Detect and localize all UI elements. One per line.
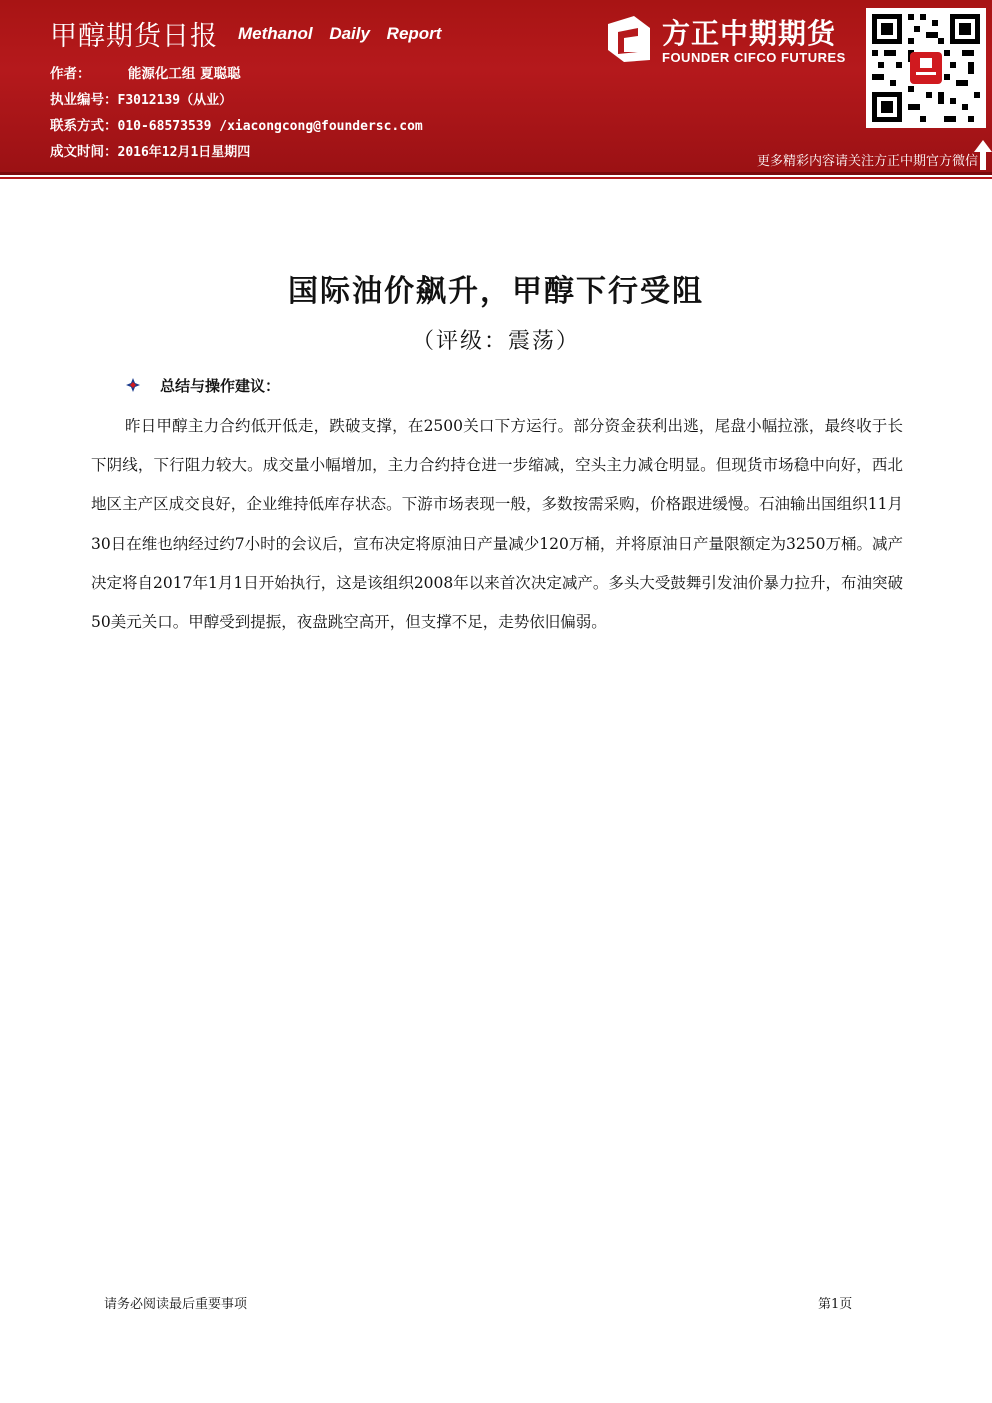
license-label: 执业编号： bbox=[50, 92, 118, 108]
document-title: 国际油价飙升，甲醇下行受阻 bbox=[288, 274, 704, 309]
footer-notice: 请务必阅读最后重要事项 bbox=[104, 1297, 248, 1312]
header-divider-thin bbox=[0, 177, 992, 179]
section-heading bbox=[126, 375, 281, 396]
date-label: 成文时间： bbox=[50, 144, 118, 160]
license-value: F3012139（从业） bbox=[117, 93, 233, 108]
contact-label: 联系方式： bbox=[50, 118, 118, 134]
logo-text-cn: 方正中期期货 bbox=[662, 17, 837, 50]
section-heading-label: 总结与操作建议： bbox=[160, 377, 281, 395]
founder-logo-icon bbox=[604, 14, 654, 64]
body-paragraph: 昨日甲醇主力合约低开低走，跌破支撑，在2500关口下方运行。部分资金获利出逃，尾盘小幅拉涨，最终收于长下阴线，下行阻力较大。成交量小幅增加，主力合约持仓进一步缩减，空头主力减仓明显。但现货市场稳中向好，西北地区主产区成交良好，企业维持低库存状态。下游市场表现一般，多数按需采购，价格跟进缓慢。石油输出国组织11月30日在维也纳经过约7小时的会议后，宣布决定将原油日产量减少120万桶，并将原油日产量限额定为3250万桶。减产决定将自2017年1月1日开始执行，这是该组织2008年以来首次决定减产。多头大受鼓舞引发油价暴力拉升，布油突破50美元关口。甲醇受到提振，夜盘跳空高开，但支撑不足，走势依旧偏弱。 bbox=[91, 417, 903, 632]
up-arrow-icon bbox=[974, 140, 992, 170]
contact-value: 010-68573539 /xiacongcong@foundersc.com bbox=[117, 119, 423, 134]
report-header bbox=[0, 0, 992, 172]
author-label: 作者： bbox=[50, 66, 91, 82]
page-number: 第1页 bbox=[818, 1297, 853, 1312]
report-title-cn: 甲醇期货日报 bbox=[50, 21, 218, 52]
qr-code-icon bbox=[866, 8, 986, 128]
rating-text: （评级：震荡） bbox=[411, 329, 580, 354]
logo-text-en: FOUNDER CIFCO FUTURES bbox=[662, 50, 846, 65]
company-logo bbox=[604, 10, 864, 70]
follow-wechat-text: 更多精彩内容请关注方正中期官方微信 bbox=[756, 154, 978, 169]
report-title-en: Methanol Daily Report bbox=[238, 24, 442, 43]
contact-line bbox=[50, 114, 423, 134]
author-value: 能源化工组 夏聪聪 bbox=[127, 66, 241, 82]
header-divider bbox=[0, 172, 992, 175]
date-value: 2016年12月1日星期四 bbox=[117, 145, 251, 160]
date-line bbox=[50, 140, 250, 160]
author-line bbox=[50, 62, 241, 82]
license-line bbox=[50, 88, 232, 108]
